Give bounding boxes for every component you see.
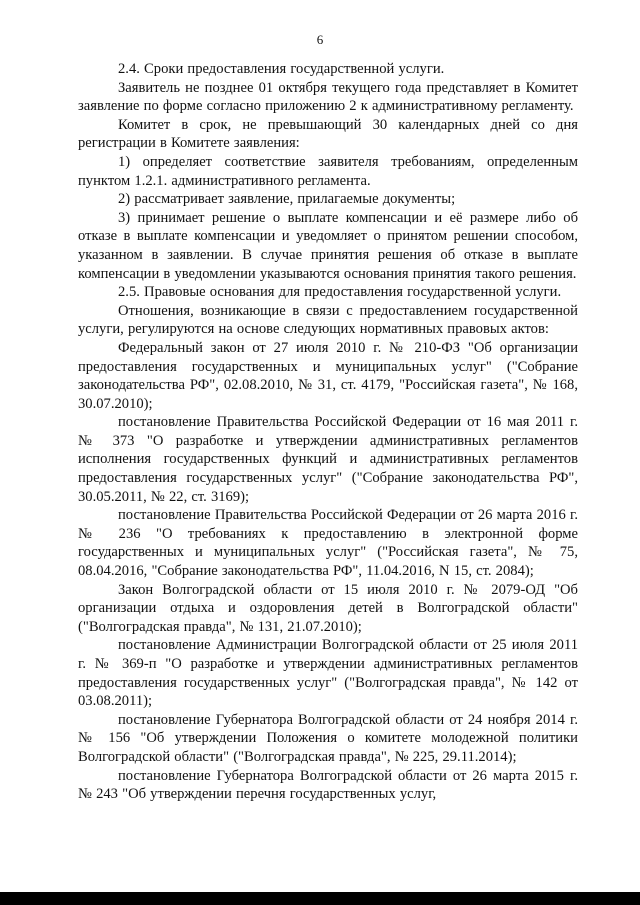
list-item: 2) рассматривает заявление, прилагаемые документы; xyxy=(118,191,456,208)
scan-edge-bar xyxy=(0,892,640,905)
section-heading-2-4: 2.4. Сроки предоставления государственной услуги. xyxy=(118,61,445,77)
document-body xyxy=(78,60,578,804)
legal-act-item: Федеральный закон от 27 июля 2010 г. № 210-ФЗ "Об организации предоставления государственных и муниципальных услуг" ("Собрание законодательства РФ", 02.08.2010, № 31, ст. 4179, "Российская газета", № 168, 30.07.2010); xyxy=(78,339,578,412)
paragraph: Комитет в срок, не превышающий 30 календарных дней со дня регистрации в Комитете заявления: xyxy=(78,116,578,152)
legal-act-item: постановление Администрации Волгоградской области от 25 июля 2011 г. № 369-п "О разработке и утверждении административных регламентов предоставления государственных услуг" ("Волгоградская правда", № 142 от 03.08.2011); xyxy=(78,637,578,710)
legal-act-item: постановление Губернатора Волгоградской области от 24 ноября 2014 г. № 156 "Об утверждении Положения о комитете молодежной политики Волгоградской области" ("Волгоградская правда", № 225, 29.11.2014); xyxy=(78,711,578,765)
paragraph: Отношения, возникающие в связи с предоставлением государственной услуги, регулируются на основе следующих нормативных правовых актов: xyxy=(78,302,578,338)
list-item: 1) определяет соответствие заявителя требованиям, определенным пунктом 1.2.1. административного регламента. xyxy=(78,153,578,189)
legal-act-item: постановление Правительства Российской Федерации от 16 мая 2011 г. № 373 "О разработке и утверждении административных регламентов исполнения государственных функций и административных регламентов предоставления государственных услуг" ("Собрание законодательства РФ", 30.05.2011, № 22, ст. 3169); xyxy=(78,414,578,505)
legal-act-item: постановление Губернатора Волгоградской области от 26 марта 2015 г. № 243 "Об утверждении перечня государственных услуг, xyxy=(78,767,578,803)
paragraph: Заявитель не позднее 01 октября текущего года представляет в Комитет заявление по форме согласно приложению 2 к административному регламенту. xyxy=(78,79,578,115)
legal-act-item: постановление Правительства Российской Федерации от 26 марта 2016 г. № 236 "О требованиях к предоставлению в электронной форме государственных и муниципальных услуг" ("Российская газета", № 75, 08.04.2016, "Собрание законодательства РФ", 11.04.2016, N 15, ст. 2084); xyxy=(78,507,578,580)
legal-act-item: Закон Волгоградской области от 15 июля 2010 г. № 2079-ОД "Об организации отдыха и оздоровления детей в Волгоградской области" ("Волгоградская правда", № 131, 21.07.2010); xyxy=(78,581,578,635)
section-heading-2-5: 2.5. Правовые основания для предоставления государственной услуги. xyxy=(118,284,562,301)
list-item: 3) принимает решение о выплате компенсации и её размере либо об отказе в выплате компенсации и уведомляет о принятом решении способом, указанном в заявлении. В случае принятия решения об отказе в выплате компенсации в уведомлении указываются основания принятия такого решения. xyxy=(78,209,578,282)
page-number: 6 xyxy=(316,32,324,47)
